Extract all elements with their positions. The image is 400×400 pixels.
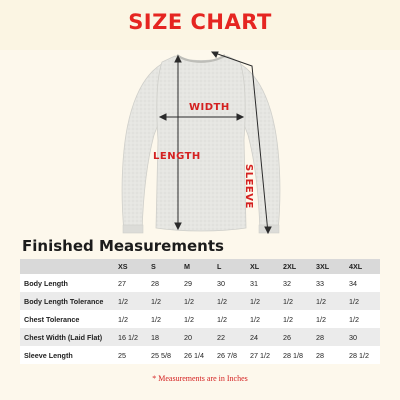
table-cell: 1/2 — [246, 292, 279, 310]
table-cell: 1/2 — [312, 310, 345, 328]
sleeve-label: SLEEVE — [243, 164, 254, 209]
table-cell: 16 1/2 — [114, 328, 147, 346]
table-cell: 25 — [114, 346, 147, 364]
table-cell: 27 — [114, 274, 147, 292]
table-cell: 1/2 — [279, 310, 312, 328]
size-header: M — [180, 259, 213, 274]
table-cell: 1/2 — [213, 310, 246, 328]
table-cell: 1/2 — [180, 292, 213, 310]
table-row — [20, 346, 380, 364]
row-label: Chest Tolerance — [20, 310, 114, 328]
header-blank — [20, 259, 114, 274]
size-header: XL — [246, 259, 279, 274]
table-cell: 1/2 — [114, 310, 147, 328]
width-label: WIDTH — [189, 102, 230, 113]
table-row — [20, 310, 380, 328]
table-cell: 27 1/2 — [246, 346, 279, 364]
table-cell: 28 1/8 — [279, 346, 312, 364]
size-table — [20, 259, 380, 364]
size-header: 3XL — [312, 259, 345, 274]
table-cell: 26 — [279, 328, 312, 346]
table-cell: 28 — [312, 328, 345, 346]
table-row — [20, 328, 380, 346]
row-label: Body Length Tolerance — [20, 292, 114, 310]
table-cell: 29 — [180, 274, 213, 292]
table-cell: 1/2 — [114, 292, 147, 310]
page-title: SIZE CHART — [128, 10, 272, 34]
table-cell: 1/2 — [312, 292, 345, 310]
table-cell: 22 — [213, 328, 246, 346]
table-cell: 33 — [312, 274, 345, 292]
table-cell: 1/2 — [246, 310, 279, 328]
table-cell: 1/2 — [147, 310, 180, 328]
length-label: LENGTH — [153, 151, 201, 162]
measurement-footnote: * Measurements are in Inches — [152, 374, 248, 383]
table-cell: 24 — [246, 328, 279, 346]
table-cell: 25 5/8 — [147, 346, 180, 364]
row-label: Body Length — [20, 274, 114, 292]
table-cell: 1/2 — [279, 292, 312, 310]
table-header-row — [20, 259, 380, 274]
table-cell: 31 — [246, 274, 279, 292]
measurements-heading: Finished Measurements — [22, 237, 224, 255]
table-cell: 18 — [147, 328, 180, 346]
table-row — [20, 274, 380, 292]
size-header: L — [213, 259, 246, 274]
table-cell: 1/2 — [345, 292, 380, 310]
table-cell: 30 — [345, 328, 380, 346]
table-cell: 1/2 — [147, 292, 180, 310]
table-cell: 1/2 — [345, 310, 380, 328]
table-cell: 28 — [312, 346, 345, 364]
table-cell: 30 — [213, 274, 246, 292]
table-cell: 26 7/8 — [213, 346, 246, 364]
table-cell: 1/2 — [180, 310, 213, 328]
shirt-body — [156, 56, 246, 231]
row-label: Chest Width (Laid Flat) — [20, 328, 114, 346]
table-cell: 28 — [147, 274, 180, 292]
table-cell: 1/2 — [213, 292, 246, 310]
size-header: S — [147, 259, 180, 274]
left-cuff — [123, 225, 143, 233]
size-header: 4XL — [345, 259, 380, 274]
size-header: XS — [114, 259, 147, 274]
table-row — [20, 292, 380, 310]
size-header: 2XL — [279, 259, 312, 274]
table-cell: 32 — [279, 274, 312, 292]
table-cell: 28 1/2 — [345, 346, 380, 364]
table-cell: 26 1/4 — [180, 346, 213, 364]
table-cell: 34 — [345, 274, 380, 292]
row-label: Sleeve Length — [20, 346, 114, 364]
table-cell: 20 — [180, 328, 213, 346]
